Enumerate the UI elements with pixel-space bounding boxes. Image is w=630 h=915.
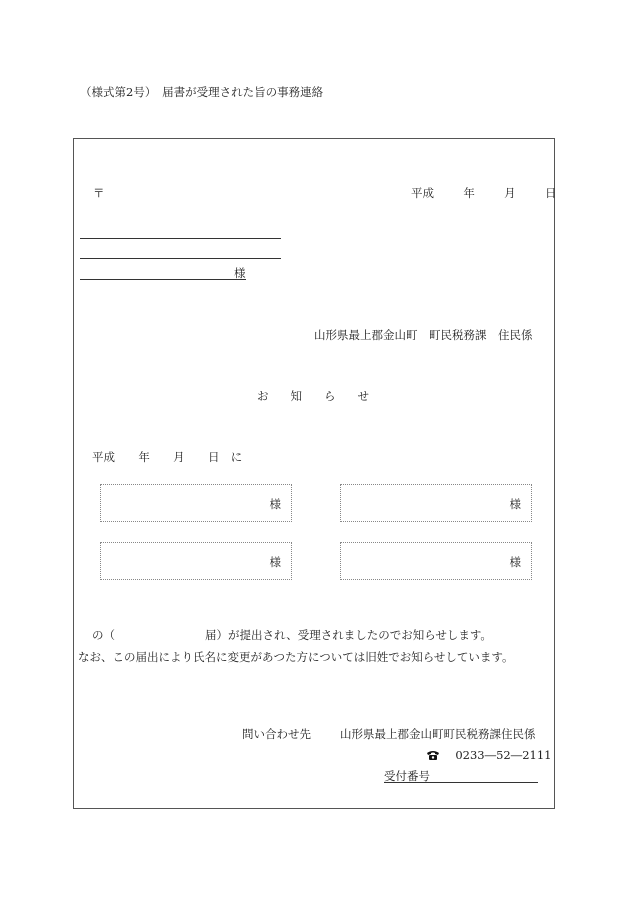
person-honorific: 様 <box>269 555 281 569</box>
notice-title-char: お <box>257 389 269 403</box>
date-line-era: 平成 <box>92 450 115 464</box>
notice-title <box>257 388 369 404</box>
contact-phone <box>426 748 551 762</box>
date-line-year: 年 <box>138 450 150 464</box>
recipient-name-line <box>80 279 246 280</box>
form-heading: （様式第2号） 届書が受理された旨の事務連絡 <box>80 85 324 99</box>
notice-title-char: 知 <box>290 389 302 403</box>
date-line-particle: に <box>230 450 243 464</box>
contact-office: 山形県最上郡金山町町民税務課住民係 <box>340 727 536 741</box>
notice-form <box>73 138 555 809</box>
person-honorific: 様 <box>269 497 281 511</box>
recipient-honorific: 様 <box>234 266 246 280</box>
date-line-day: 日 <box>207 450 220 464</box>
notice-title-char: せ <box>357 389 369 403</box>
date-year: 年 <box>463 186 475 200</box>
date-line <box>92 449 242 465</box>
contact-label: 問い合わせ先 <box>242 727 311 741</box>
telephone-icon <box>426 750 440 760</box>
address-line-1 <box>80 238 281 239</box>
body-line-2: なお、この届出により氏名に変更があつた方については旧姓でお知らせしています。 <box>78 650 514 664</box>
date-line-month: 月 <box>173 450 185 464</box>
receipt-number-label: 受付番号 <box>384 769 430 783</box>
person-box-3 <box>100 542 292 580</box>
person-honorific: 様 <box>509 555 521 569</box>
person-box-1 <box>100 484 292 522</box>
date-day: 日 <box>544 186 557 200</box>
person-box-4 <box>340 542 532 580</box>
postal-mark: 〒 <box>93 186 105 200</box>
date-month: 月 <box>504 186 516 200</box>
body-line1-prefix: の（ <box>92 628 115 642</box>
body-line-1 <box>92 627 492 643</box>
address-line-2 <box>80 258 281 259</box>
notice-title-char: ら <box>324 389 336 403</box>
body-line1-suffix: 届）が提出され、受理されましたのでお知らせします。 <box>205 628 492 642</box>
person-box-2 <box>340 484 532 522</box>
sender-office: 山形県最上郡金山町 町民税務課 住民係 <box>314 328 533 342</box>
date-era: 平成 <box>411 186 434 200</box>
date-top <box>411 185 556 201</box>
person-honorific: 様 <box>509 497 521 511</box>
phone-number: 0233―52―2111 <box>455 748 552 762</box>
